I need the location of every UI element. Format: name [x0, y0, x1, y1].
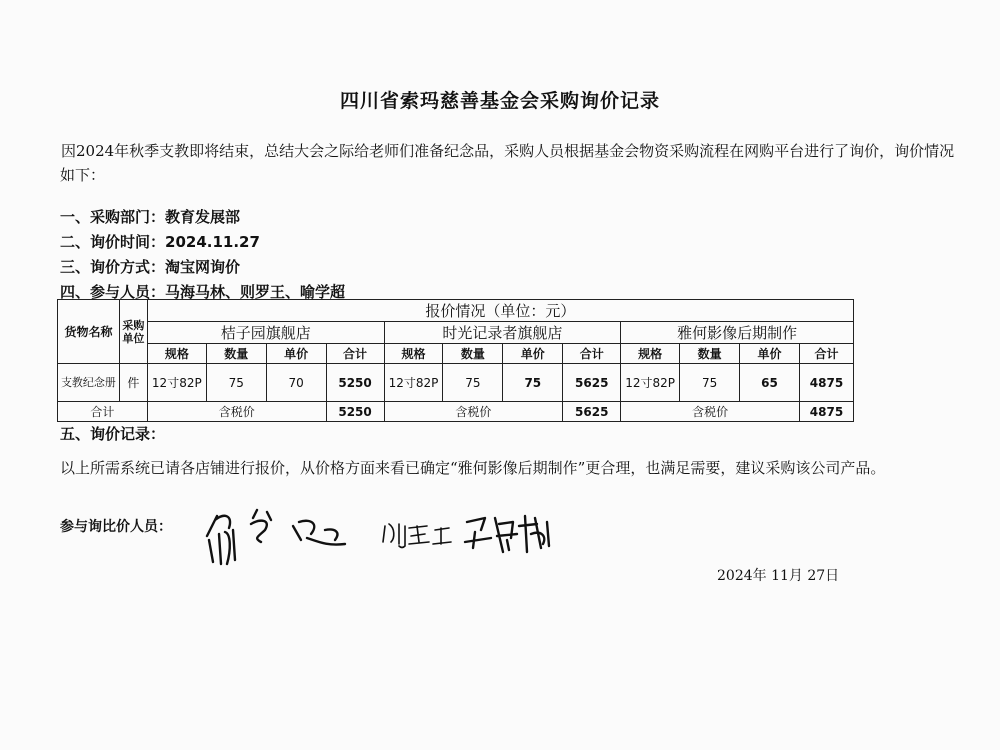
store-name: 雅何影像后期制作: [621, 322, 854, 344]
quote-qty: 75: [206, 364, 266, 402]
header-unit: 采购单位: [119, 300, 147, 364]
goods-name: 支教纪念册: [58, 364, 120, 402]
item-department: [60, 206, 240, 227]
header-goods: 货物名称: [58, 300, 120, 364]
store-name: 时光记录者旗舰店: [384, 322, 621, 344]
sub-header: 数量: [443, 344, 503, 364]
sub-header: 单价: [266, 344, 326, 364]
item-label: 二、询价时间：: [60, 233, 166, 251]
quote-spec: 12寸82P: [621, 364, 680, 402]
store-name: 桔子园旗舰店: [147, 322, 384, 344]
quote-qty: 75: [680, 364, 740, 402]
total-value: 4875: [799, 402, 853, 422]
sub-header: 合计: [799, 344, 853, 364]
item-label: 四、参与人员：: [60, 283, 166, 301]
sub-header: 单价: [503, 344, 563, 364]
quote-table: [57, 299, 854, 422]
sub-header: 合计: [563, 344, 621, 364]
tax-label: 含税价: [621, 402, 800, 422]
quote-total: 5250: [326, 364, 384, 402]
quote-price: 70: [266, 364, 326, 402]
signature-stroke: [383, 524, 405, 548]
quote-total: 5625: [563, 364, 621, 402]
item-inquiry-time: [60, 231, 260, 252]
signature-stroke: [293, 521, 345, 545]
section-five-heading: 五、询价记录：: [60, 425, 166, 443]
item-value: 淘宝网询价: [165, 258, 241, 276]
quote-qty: 75: [443, 364, 503, 402]
signature-stroke: [519, 516, 549, 552]
quote-total: 4875: [799, 364, 853, 402]
header-price: 报价情况（单位：元）: [147, 300, 853, 322]
total-row: [58, 402, 854, 422]
goods-unit: 件: [119, 364, 147, 402]
record-paragraph: 以上所需系统已请各店铺进行报价，从价格方面来看已确定“雅何影像后期制作”更合理，也满足需要，建议采购该公司产品。: [60, 459, 886, 477]
total-value: 5250: [326, 402, 384, 422]
total-label: 合计: [58, 402, 148, 422]
item-value: 马海马林、则罗王、喻学超: [165, 283, 346, 301]
quote-spec: 12寸82P: [384, 364, 443, 402]
signature-stroke: [207, 516, 235, 564]
intro-paragraph: 因2024年秋季支教即将结束，总结大会之际给老师们准备纪念品，采购人员根据基金会物资采购流程在网购平台进行了询价，询价情况如下：: [60, 142, 955, 184]
total-value: 5625: [563, 402, 621, 422]
signature-stroke: [251, 510, 271, 542]
quote-price: 65: [740, 364, 800, 402]
handwritten-signatures: [195, 490, 575, 570]
tax-label: 含税价: [147, 402, 326, 422]
document-date: 2024年 11月 27日: [717, 568, 840, 584]
item-inquiry-method: [60, 256, 240, 277]
sub-header: 单价: [740, 344, 800, 364]
signature-stroke: [409, 526, 451, 544]
table-row: [58, 364, 854, 402]
quote-spec: 12寸82P: [147, 364, 206, 402]
item-label: 一、采购部门：: [60, 208, 166, 226]
item-value: 2024.11.27: [165, 233, 260, 251]
tax-label: 含税价: [384, 402, 563, 422]
item-label: 三、询价方式：: [60, 258, 166, 276]
item-value: 教育发展部: [165, 208, 241, 226]
sub-header: 规格: [621, 344, 680, 364]
signature-stroke: [495, 518, 517, 552]
signature-stroke: [465, 518, 491, 548]
sub-header: 合计: [326, 344, 384, 364]
document-title: 四川省索玛慈善基金会采购询价记录: [339, 90, 660, 112]
sub-header: 数量: [680, 344, 740, 364]
sub-header: 规格: [384, 344, 443, 364]
sub-header: 数量: [206, 344, 266, 364]
quote-price: 75: [503, 364, 563, 402]
sub-header: 规格: [147, 344, 206, 364]
participants-label: 参与询比价人员：: [60, 519, 172, 535]
